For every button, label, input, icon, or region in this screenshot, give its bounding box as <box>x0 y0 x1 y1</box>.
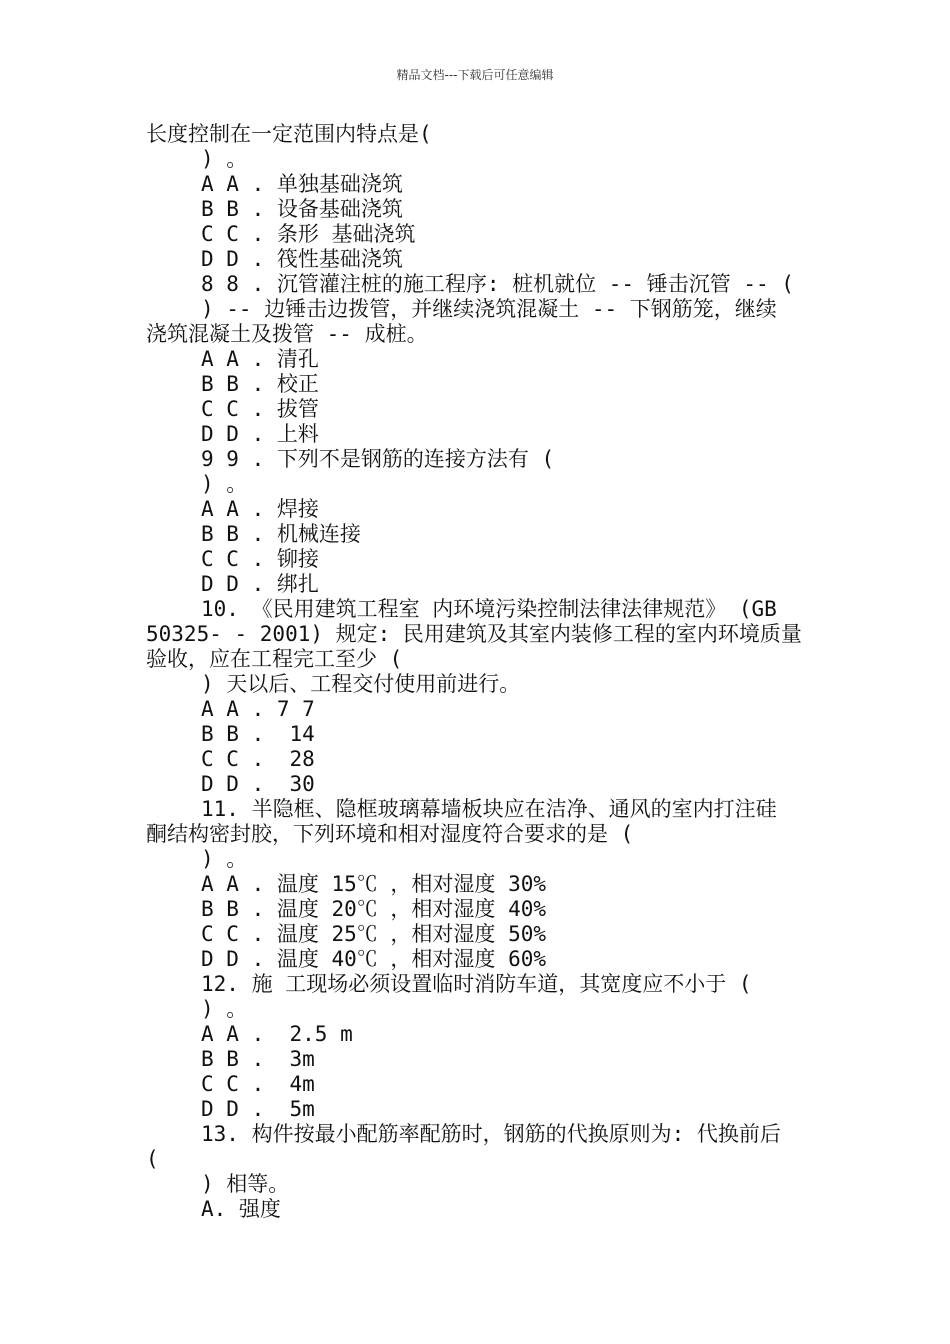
text-line: D D . 筏性基础浇筑 <box>201 247 403 271</box>
text-line: ) -- 边锤击边拨管，并继续浇筑混凝土 -- 下钢筋笼，继续 <box>201 297 777 321</box>
text-line: B B . 温度 20℃ ，相对湿度 40% <box>201 897 547 921</box>
text-line: C C . 铆接 <box>201 547 319 571</box>
text-line: 11. 半隐框、隐框玻璃幕墙板块应在洁净、通风的室内打注硅 <box>201 797 777 821</box>
text-line: A A . 温度 15℃ ，相对湿度 30% <box>201 872 547 896</box>
text-line: B B . 3m <box>201 1047 315 1071</box>
text-line: B B . 校正 <box>201 372 319 396</box>
text-line: B B . 设备基础浇筑 <box>201 197 403 221</box>
text-line: 9 9 . 下列不是钢筋的连接方法有 ( <box>201 447 555 471</box>
text-line: 浇筑混凝土及拨管 -- 成桩。 <box>146 322 428 346</box>
text-line: ) 天以后、工程交付使用前进行。 <box>201 672 521 696</box>
text-line: C C . 拔管 <box>201 397 319 421</box>
text-line: 长度控制在一定范围内特点是( <box>146 122 432 146</box>
text-line: ) 。 <box>201 847 248 871</box>
text-line: A A . 单独基础浇筑 <box>201 172 403 196</box>
text-line: 10. 《民用建筑工程室 内环境污染控制法律法律规范》 (GB <box>201 597 777 621</box>
text-line: B B . 机械连接 <box>201 522 361 546</box>
text-line: ( <box>146 1147 159 1171</box>
text-line: C C . 28 <box>201 747 315 771</box>
text-line: 8 8 . 沉管灌注桩的施工程序: 桩机就位 -- 锤击沉管 -- ( <box>201 272 794 296</box>
text-line: C C . 温度 25℃ ，相对湿度 50% <box>201 922 547 946</box>
text-line: A A . 7 7 <box>201 697 315 721</box>
text-line: A. 强度 <box>201 1197 281 1221</box>
page-header: 精品文档---下载后可任意编辑 <box>396 68 554 82</box>
text-line: ) 。 <box>201 997 248 1021</box>
text-line: A A . 焊接 <box>201 497 319 521</box>
text-line: ) 。 <box>201 147 248 171</box>
text-line: 验收，应在工程完工至少 ( <box>146 647 403 671</box>
text-line: D D . 温度 40℃ ，相对湿度 60% <box>201 947 547 971</box>
text-line: 12. 施 工现场必须设置临时消防车道，其宽度应不小于 ( <box>201 972 752 996</box>
text-line: D D . 上料 <box>201 422 319 446</box>
text-line: C C . 条形 基础浇筑 <box>201 222 416 246</box>
text-line: D D . 绑扎 <box>201 572 319 596</box>
text-line: D D . 5m <box>201 1097 315 1121</box>
text-line: B B . 14 <box>201 722 315 746</box>
text-line: ) 相等。 <box>201 1172 290 1196</box>
text-line: 酮结构密封胶，下列环境和相对湿度符合要求的是 ( <box>146 822 634 846</box>
text-line: 13. 构件按最小配筋率配筋时，钢筋的代换原则为: 代换前后 <box>201 1122 781 1146</box>
text-line: 50325- - 2001) 规定: 民用建筑及其室内装修工程的室内环境质量 <box>146 622 802 646</box>
text-line: A A . 2.5 m <box>201 1022 353 1046</box>
text-line: C C . 4m <box>201 1072 315 1096</box>
text-line: ) 。 <box>201 472 248 496</box>
text-line: D D . 30 <box>201 772 315 796</box>
text-line: A A . 清孔 <box>201 347 319 371</box>
